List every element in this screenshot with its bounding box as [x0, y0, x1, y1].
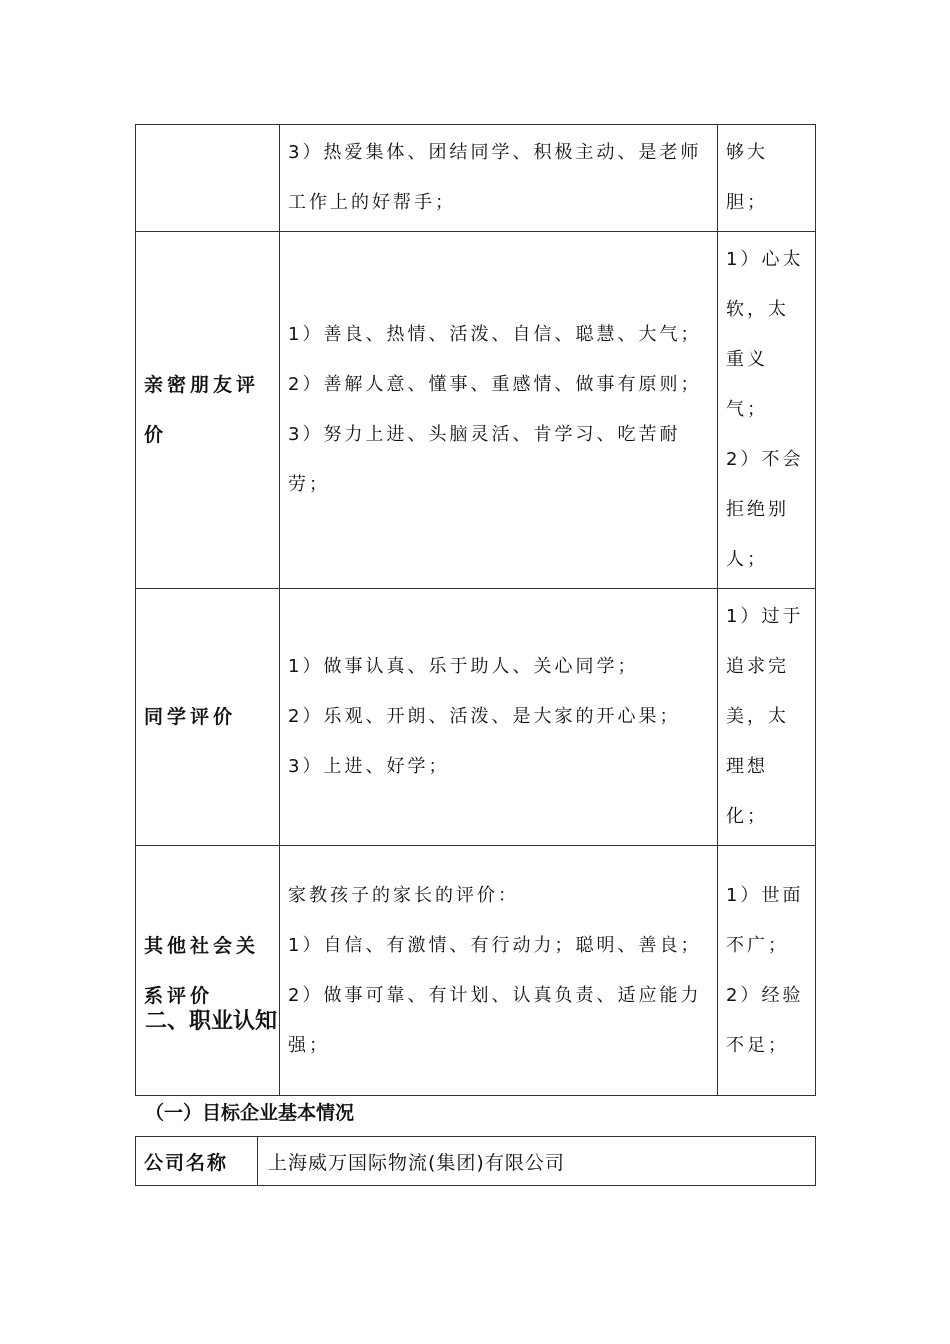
weaknesses-cell — [718, 846, 816, 1096]
company-info-table — [135, 1136, 816, 1186]
strengths-cell — [280, 125, 718, 232]
subsection-heading: （一）目标企业基本情况 — [145, 1102, 355, 1124]
strength-item: 1）做事认真、乐于助人、关心同学； — [288, 656, 639, 677]
row-label: 亲密朋友评价 — [136, 232, 280, 589]
weakness-item: 2）经验不足； — [726, 984, 804, 1056]
weakness-item: 1）世面不广； — [726, 884, 804, 956]
evaluation-table — [135, 124, 816, 1096]
strengths-cell — [280, 232, 718, 589]
strength-item: 2）善解人意、懂事、重感情、做事有原则； — [288, 374, 702, 395]
strengths-cell — [280, 846, 718, 1096]
strength-item: 2）乐观、开朗、活泼、是大家的开心果； — [288, 706, 681, 727]
table-row — [136, 125, 816, 232]
strength-item: 3）热爱集体、团结同学、积极主动、是老师工作上的好帮手； — [288, 142, 702, 213]
table-row — [136, 232, 816, 589]
strength-item: 1）善良、热情、活泼、自信、聪慧、大气； — [288, 324, 702, 345]
row-label: 其他社会关系评价 — [136, 846, 280, 1096]
table-row — [136, 846, 816, 1096]
weaknesses-cell — [718, 125, 816, 232]
row-label — [136, 125, 280, 232]
strength-item: 3）努力上进、头脑灵活、肯学习、吃苦耐劳； — [288, 424, 681, 495]
weaknesses-cell — [718, 589, 816, 846]
strength-item: 1）自信、有激情、有行动力；聪明、善良； — [288, 934, 702, 956]
company-name-label: 公司名称 — [136, 1137, 258, 1186]
weakness-item: 2）不会拒绝别人； — [726, 449, 804, 570]
row-label: 同学评价 — [136, 589, 280, 846]
company-name-value: 上海威万国际物流(集团)有限公司 — [258, 1137, 816, 1186]
table-row — [136, 589, 816, 846]
weakness-item: 1）过于追求完美，太理想化； — [726, 606, 804, 827]
strength-item: 2）做事可靠、有计划、认真负责、适应能力强； — [288, 984, 702, 1056]
weakness-item: 1）心太软，太重义气； — [726, 249, 804, 420]
weakness-item: 够大胆； — [726, 142, 768, 213]
strength-item: 3）上进、好学； — [288, 756, 450, 777]
strength-item: 家教孩子的家长的评价： — [288, 884, 519, 906]
weaknesses-cell — [718, 232, 816, 589]
section-heading: 二、职业认知 — [145, 1009, 278, 1034]
strengths-cell — [280, 589, 718, 846]
table-row — [136, 1137, 816, 1186]
